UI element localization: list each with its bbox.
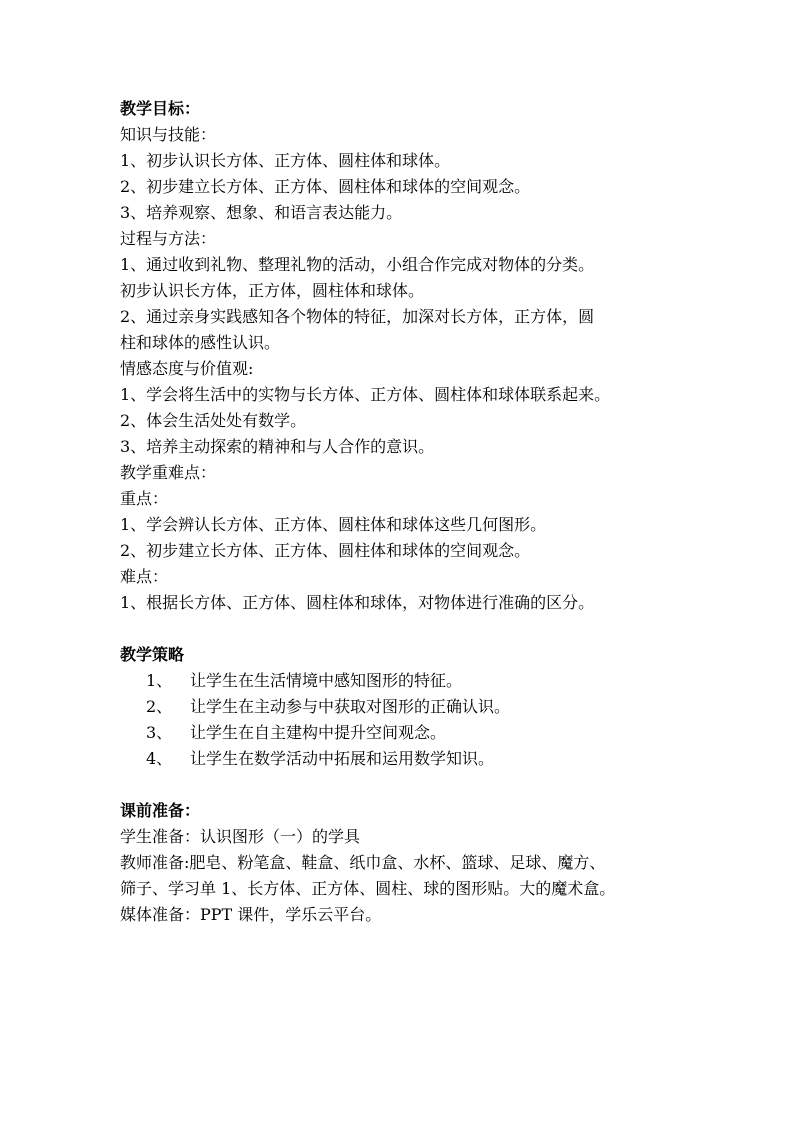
knowledge-item: 1、初步认识长方体、正方体、圆柱体和球体。 — [120, 151, 451, 170]
focus-title: 重点： — [120, 489, 169, 508]
strategy-item — [120, 746, 680, 772]
strategy-item-number: 1、 — [146, 671, 173, 690]
spacer — [120, 772, 680, 798]
teacher-preparation-line-2: 筛子、学习单 1、长方体、正方体、圆柱、球的图形贴。大的魔术盒。 — [120, 879, 616, 898]
strategy-item-text: 让学生在数学活动中拓展和运用数学知识。 — [190, 749, 495, 768]
strategy-item-text: 让学生在自主建构中提升空间观念。 — [190, 723, 447, 742]
emotion-item: 3、培养主动探索的精神和与人合作的意识。 — [120, 437, 435, 456]
difficulty-item: 1、根据长方体、正方体、圆柱体和球体，对物体进行准确的区分。 — [120, 593, 595, 612]
strategy-item — [120, 694, 680, 720]
strategy-item-text: 让学生在主动参与中获取对图形的正确认识。 — [190, 697, 511, 716]
strategy-item — [120, 668, 680, 694]
difficulty-title: 难点： — [120, 567, 169, 586]
objectives-heading: 教学目标： — [120, 99, 201, 118]
knowledge-item: 3、培养观察、想象、和语言表达能力。 — [120, 203, 403, 222]
strategy-heading: 教学策略 — [120, 645, 185, 664]
strategy-item-text: 让学生在生活情境中感知图形的特征。 — [190, 671, 463, 690]
process-item: 1、通过收到礼物、整理礼物的活动，小组合作完成对物体的分类。 — [120, 255, 595, 274]
knowledge-item: 2、初步建立长方体、正方体、圆柱体和球体的空间观念。 — [120, 177, 531, 196]
student-preparation: 学生准备：认识图形（一）的学具 — [120, 827, 361, 846]
strategy-item-number: 2、 — [146, 697, 173, 716]
process-item: 2、通过亲身实践感知各个物体的特征，加深对长方体，正方体，圆 — [120, 307, 595, 326]
spacer — [120, 616, 680, 642]
emotion-values-title: 情感态度与价值观: — [120, 359, 254, 378]
strategy-item-number: 3、 — [146, 723, 173, 742]
focus-item: 1、学会辨认长方体、正方体、圆柱体和球体这些几何图形。 — [120, 515, 547, 534]
knowledge-skills-title: 知识与技能： — [120, 125, 217, 144]
emotion-item: 1、学会将生活中的实物与长方体、正方体、圆柱体和球体联系起来。 — [120, 385, 611, 404]
focus-item: 2、初步建立长方体、正方体、圆柱体和球体的空间观念。 — [120, 541, 531, 560]
key-points-heading: 教学重难点： — [120, 463, 217, 482]
teacher-preparation-line-1: 教师准备:肥皂、粉笔盒、鞋盒、纸巾盒、水杯、篮球、足球、魔方、 — [120, 853, 606, 872]
process-methods-title: 过程与方法： — [120, 229, 217, 248]
media-preparation: 媒体准备：PPT 课件，学乐云平台。 — [120, 905, 382, 924]
process-item: 初步认识长方体，正方体，圆柱体和球体。 — [120, 281, 425, 300]
strategy-item-number: 4、 — [146, 749, 173, 768]
document-page — [120, 96, 680, 928]
preparation-heading: 课前准备： — [120, 801, 201, 820]
emotion-item: 2、体会生活处处有数学。 — [120, 411, 307, 430]
strategy-item — [120, 720, 680, 746]
process-item: 柱和球体的感性认识。 — [120, 333, 281, 352]
